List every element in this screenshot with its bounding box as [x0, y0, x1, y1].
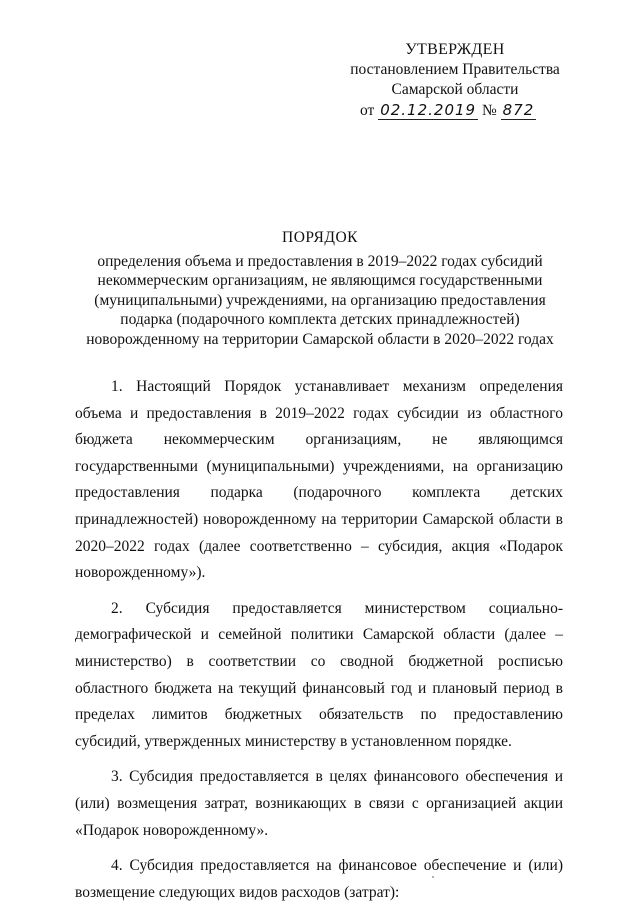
paragraph-3: 3. Субсидия предоставляется в целях финансового обеспечения и (или) возмещения затрат, возникающих в связи с организацией акции «Подарок новорожденному». [75, 768, 563, 839]
approval-line-1: постановлением Правительства [350, 61, 560, 78]
subtitle-line-2: некоммерческим организациям, не являющимся государственными [97, 272, 543, 289]
handwritten-date: 02.12.2019 [380, 101, 477, 119]
handwritten-number: 872 [502, 101, 535, 119]
approval-line-2: Самарской области [391, 81, 519, 98]
approval-date-line [360, 100, 580, 121]
scan-speck [432, 876, 434, 878]
date-prefix: от [360, 102, 375, 119]
subtitle-line-1: определения объема и предоставления в 2019–2022 годах субсидий [97, 252, 543, 270]
subtitle-line-5: новорожденному на территории Самарской области в 2020–2022 годах [86, 330, 554, 348]
subtitle-line-3: (муниципальными) учреждениями, на организацию предоставления [94, 291, 546, 309]
paragraph-4: 4. Субсидия предоставляется на финансовое обеспечение и (или) возмещение следующих видов расходов (затрат): [75, 857, 563, 901]
number-prefix: № [481, 102, 497, 119]
document-title: ПОРЯДОК [282, 229, 358, 246]
document-body [75, 374, 563, 915]
approval-stamp-block [330, 40, 580, 121]
subtitle-line-4: подарка (подарочного комплекта детских принадлежностей) [120, 311, 520, 328]
approval-heading: УТВЕРЖДЕН [405, 41, 505, 58]
paragraph-2: 2. Субсидия предоставляется министерством социально-демографической и семейной политики Самарской области (далее – министерство) в соответствии со сводной бюджетной росписью областного бюджета на текущий финансовый год и плановый период в пределах лимитов бюджетных обязательств по предоставлению субсидий, утвержденных министерству в установленном порядке. [75, 599, 563, 750]
paragraph-1: 1. Настоящий Порядок устанавливает механизм определения объема и предоставления в 2019–2022 годах субсидии из областного бюджета некоммерческим организациям, не являющимся государственными (муниципальными) учреждениями, на организацию предоставления подарка (подарочного комплекта детских принадлежностей) новорожденному на территории Самарской области в 2020–2022 годах (далее соответственно – субсидия, акция «Подарок новорожденному»). [75, 378, 563, 582]
document-title-block [60, 228, 580, 349]
